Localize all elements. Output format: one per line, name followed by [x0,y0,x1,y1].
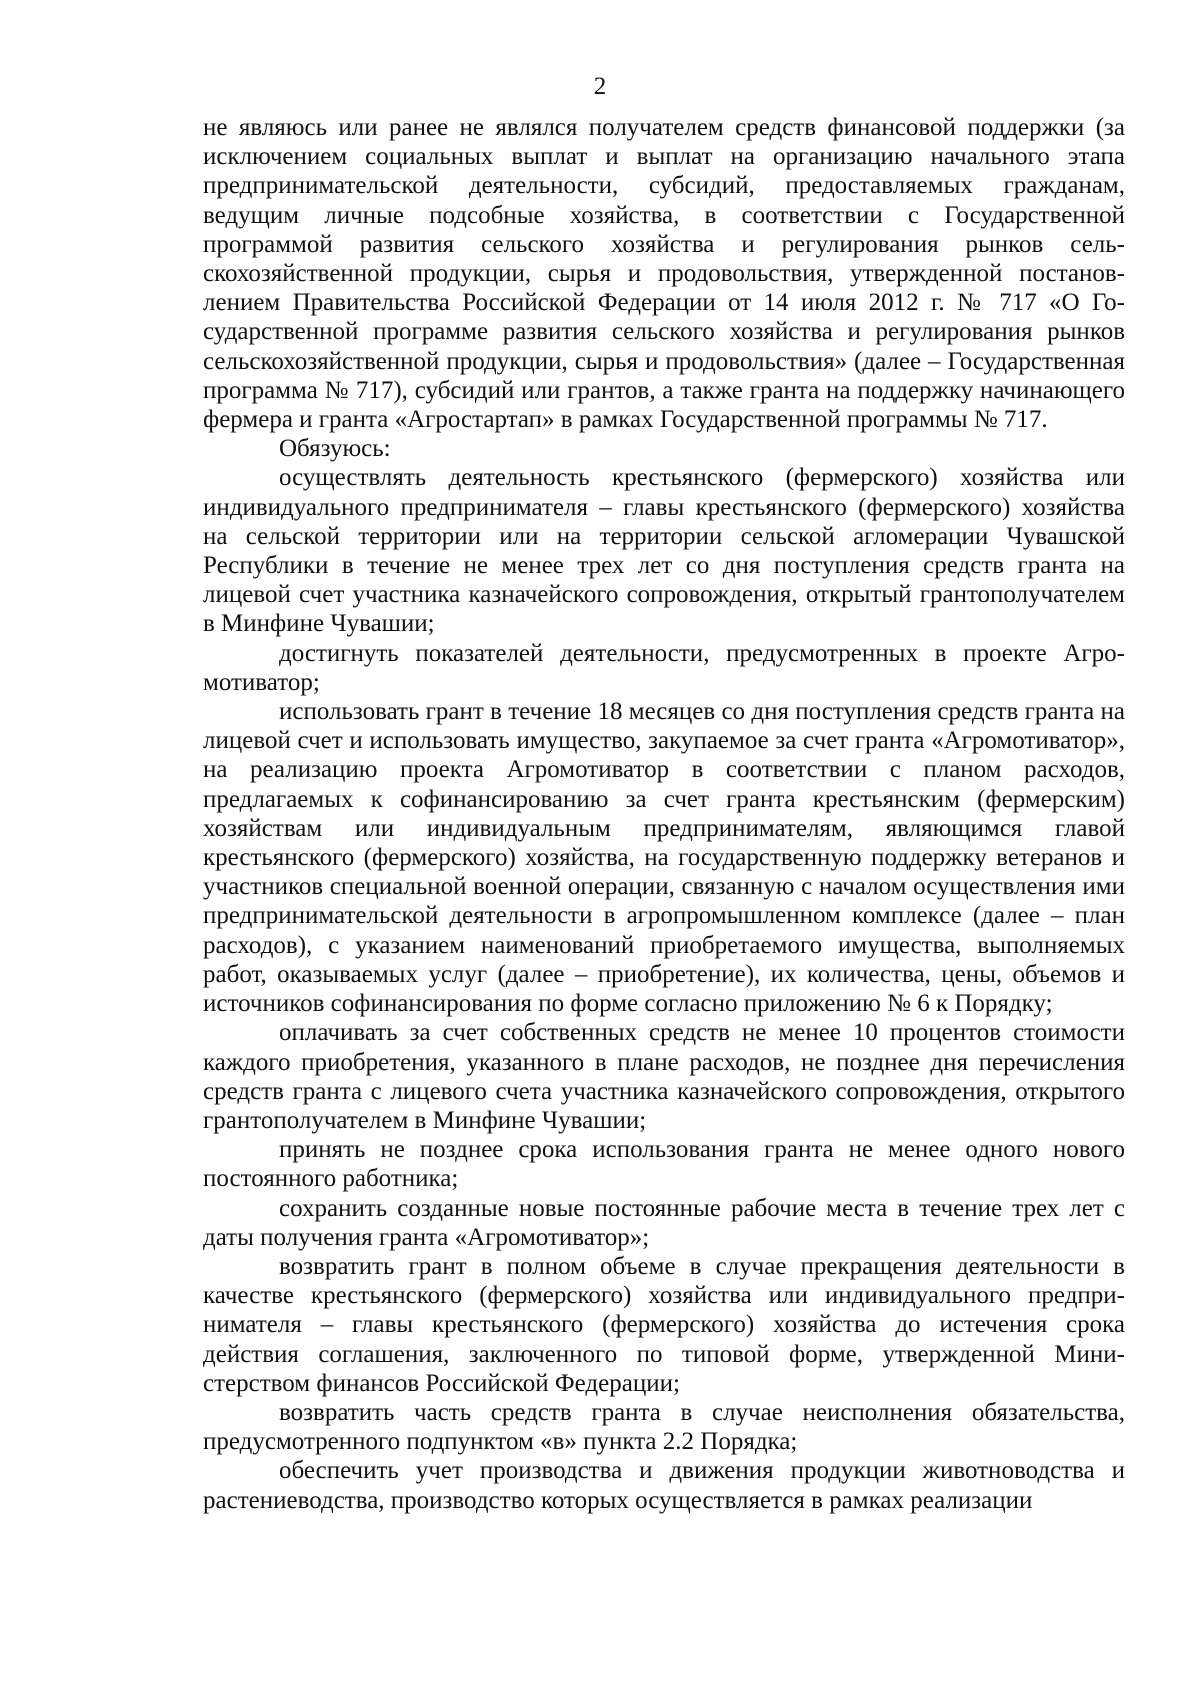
paragraph-return-grant-full: возвратить грант в полном объеме в случае прекращения деятельности в качестве крестьянского (фермерского) хозяйства или индивидуального предпринимателя – главы крестьянского (фермерского) хозяйства до истечения срока действия соглашения, заключенного по типовой форме, утвержденной Министерством финансов Российской Федерации; [203,1252,1125,1397]
paragraph-hire-worker: принять не позднее срока использования гранта не менее одного нового постоянного работника; [203,1136,1125,1193]
document-body [203,113,1125,1515]
paragraph-operate-farm: осуществлять деятельность крестьянского (фермерского) хозяйства или индивидуального предпринимателя – главы крестьянского (фермерского) хозяйства на сельской территории или на территории сельской агломерации Чувашской Республики в течение не менее трех лет со дня поступления средств гранта на лицевой счет участника казначейского сопровождения, открытый грантополучателем в Минфине Чувашии; [203,464,1125,638]
paragraph-own-funds: оплачивать за счет собственных средств не менее 10 процентов стоимости каждого приобретения, указанного в плане расходов, не позднее дня перечисления средств гранта с лицевого счета участника казначейского сопровождения, открытого грантополучателем в Минфине Чувашии; [203,1019,1125,1134]
paragraph-keep-jobs: сохранить созданные новые постоянные рабочие места в течение трех лет с даты получения гранта «Агромотиватор»; [203,1194,1125,1251]
paragraph-achieve-indicators: достигнуть показателей деятельности, предусмотренных в проекте Агромотиватор; [203,639,1125,696]
paragraph-not-recipient: не являюсь или ранее не являлся получателем средств финансовой поддержки (за исключением социальных выплат и выплат на организацию начального этапа предпринимательской деятельности, субсидий, предоставляемых гражданам, ведущим личные подсобные хозяйства, в соответствии с Государственной программой развития сельского хозяйства и регулирования рынков сельскохозяйственной продукции, сырья и продовольствия, утвержденной постановлением Правительства Российской Федерации от 14 июля 2012 г. № 717 «О Государственной программе развития сельского хозяйства и регулирования рынков сельскохозяйственной продукции, сырья и продовольствия» (далее – Государственная программа № 717), субсидий или грантов, а также гранта на поддержку начинающего фермера и гранта «Агростартап» в рамках Государственной программы № 717. [203,114,1125,434]
paragraph-use-grant: использовать грант в течение 18 месяцев со дня поступления средств гранта на лицевой счет и использовать имущество, закупаемое за счет гранта «Агромотиватор», на реализацию проекта Агромотиватор в соответствии с планом расходов, предлагаемых к софинансированию за счет гранта крестьянским (фермерским) хозяйствам или индивидуальным предпринимателям, являющимся главой крестьянского (фермерского) хозяйства, на государственную поддержку ветеранов и участников специальной военной операции, связанную с началом осуществления ими предпринимательской деятельности в агропромышленном комплексе (далее – план расходов), с указанием наименований приобретаемого имущества, выполняемых работ, оказываемых услуг (далее – приобретение), их количества, цены, объемов и источников софинансирования по форме согласно приложению № 6 к Порядку; [203,698,1125,1018]
paragraph-return-grant-part: возвратить часть средств гранта в случае неисполнения обязательства, предусмотренного подпунктом «в» пункта 2.2 Порядка; [203,1398,1125,1456]
page-number: 2 [593,73,607,100]
paragraph-production-accounting: обеспечить учет производства и движения продукции животноводства и растениеводства, производство которых осуществляется в рамках реализации [203,1457,1125,1514]
paragraph-obligations-heading: Обязуюсь: [279,435,391,463]
